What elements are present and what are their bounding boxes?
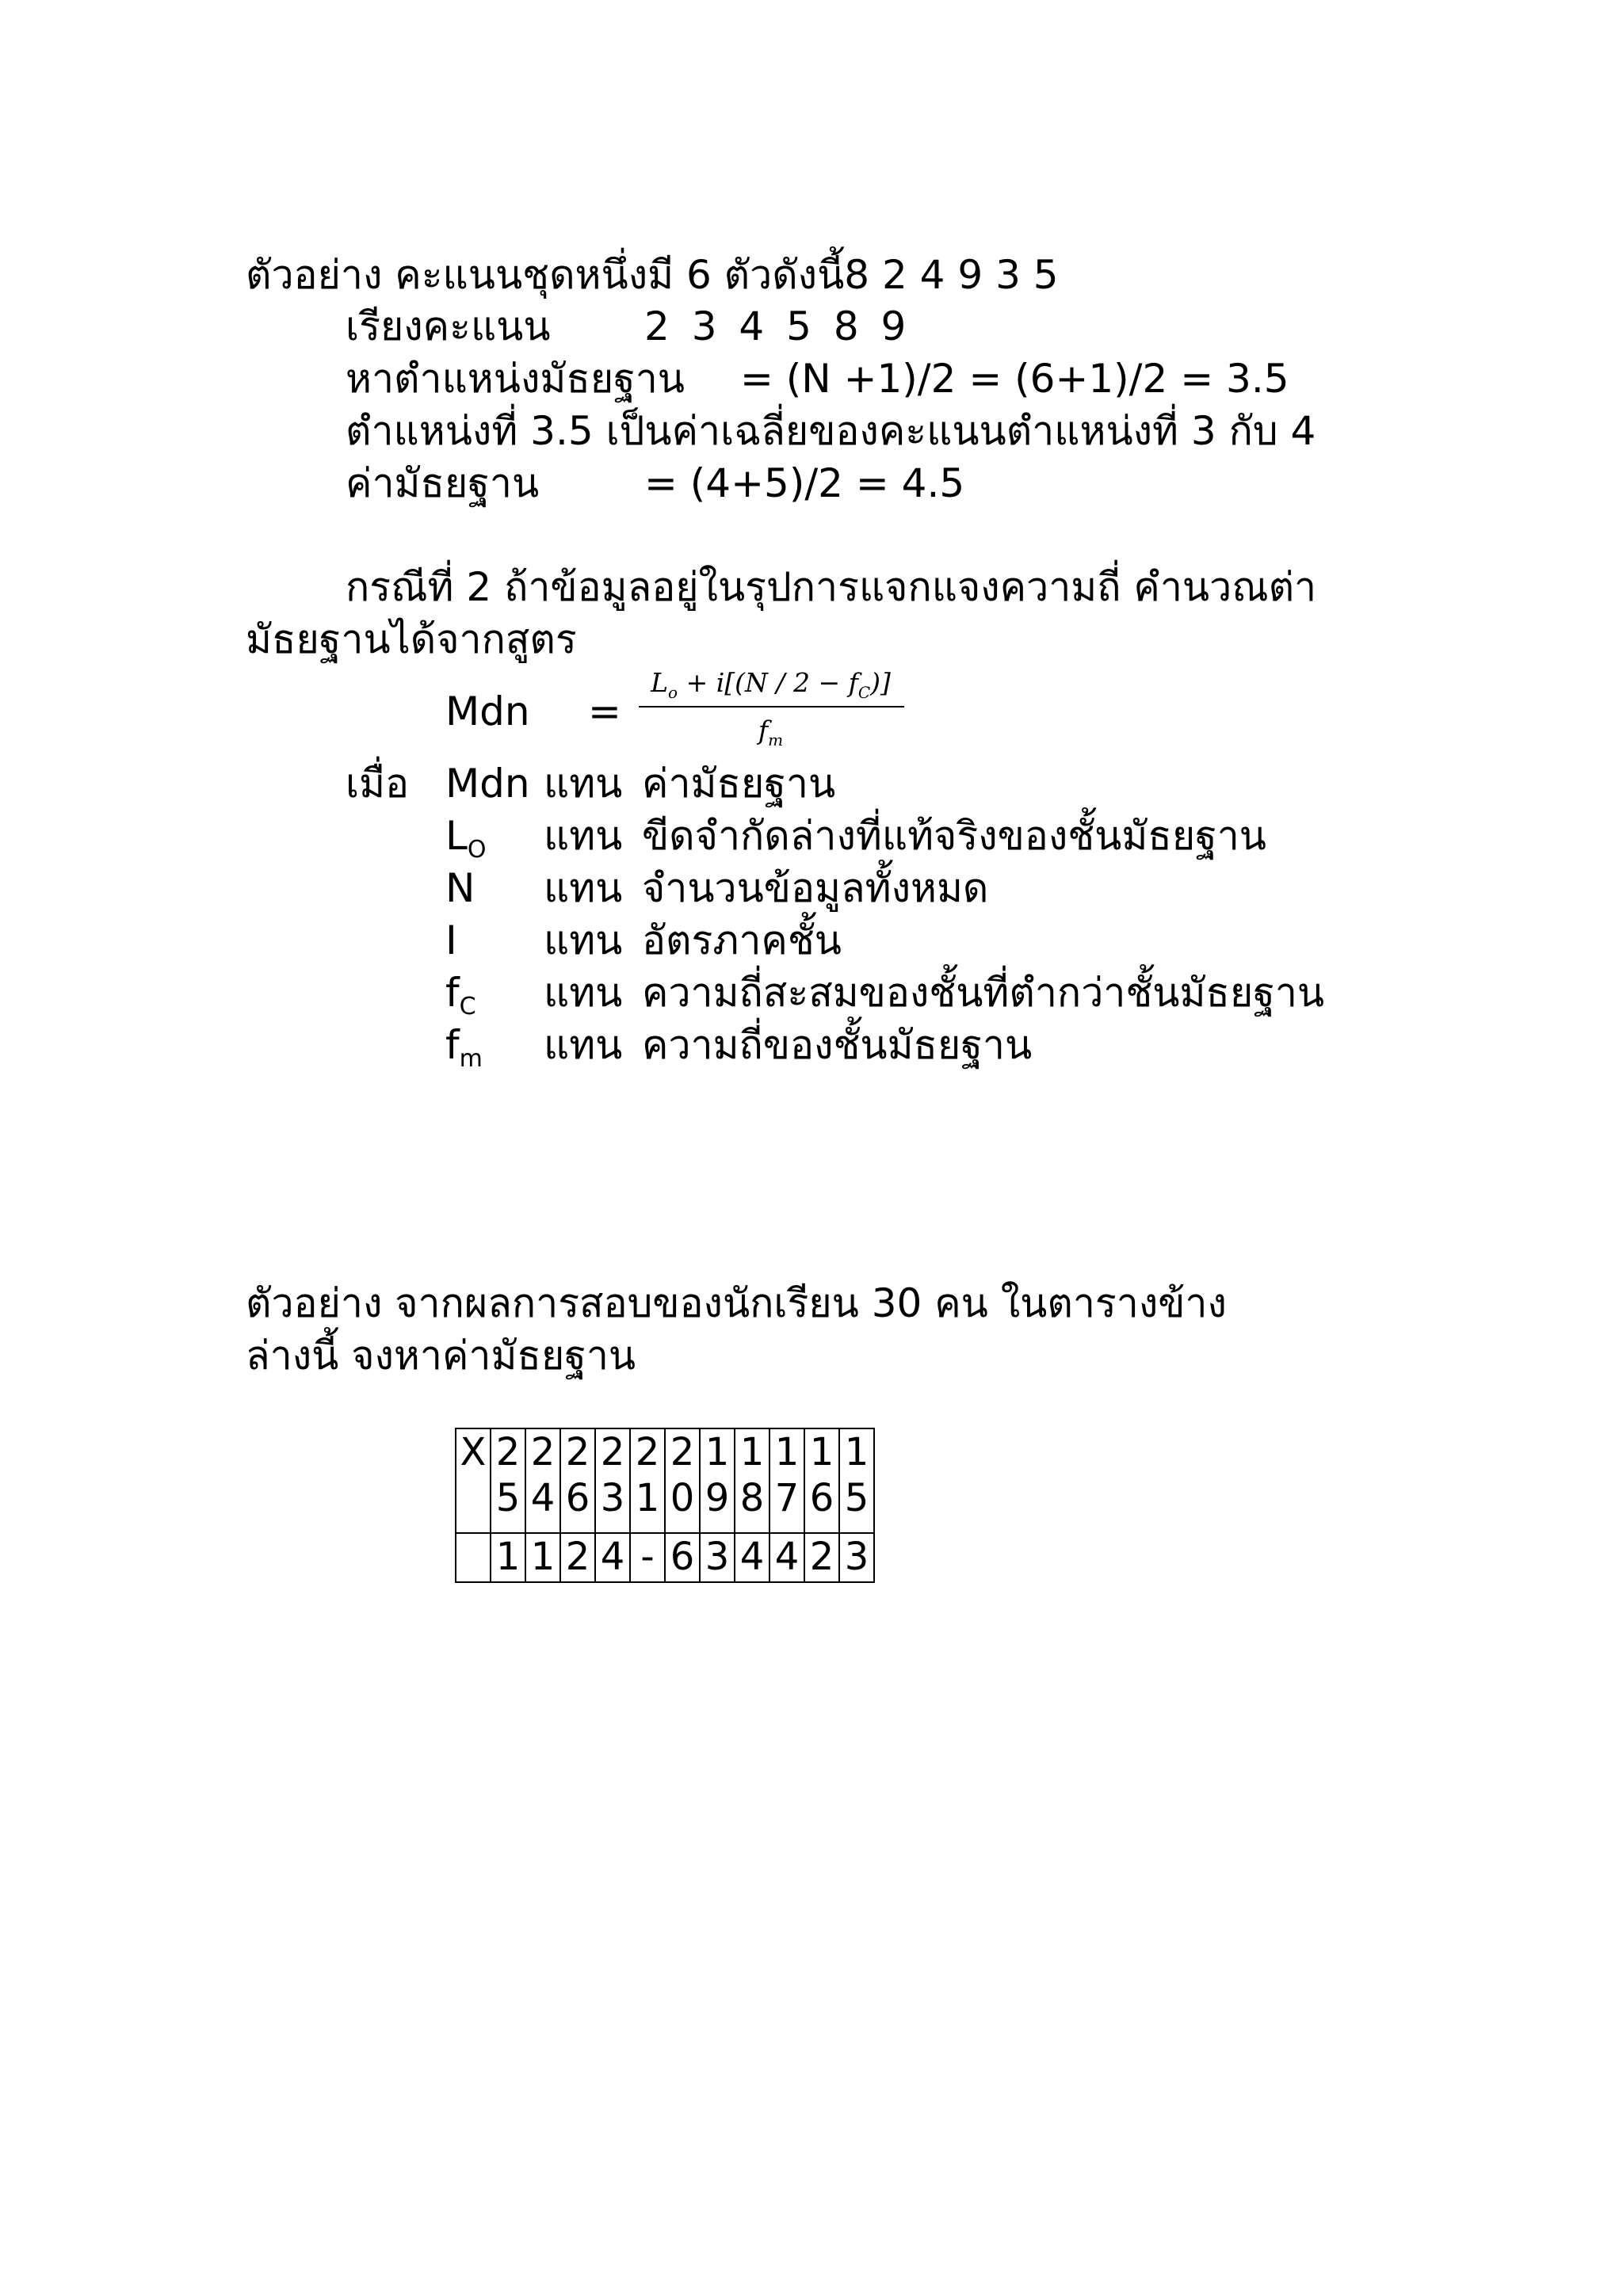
table-cell: 1 9: [700, 1428, 735, 1533]
table-cell: 1: [491, 1533, 525, 1582]
def-symbol: N: [445, 865, 475, 911]
table-cell: 4: [769, 1533, 804, 1582]
def-meaning: ขีดจำกัดล่างที่แท้จริงของชั้นมัธยฐาน: [642, 813, 1266, 859]
def-word: แทน: [544, 761, 623, 807]
def-symbol: $L_O$: [445, 813, 487, 864]
def-meaning: ความถี่สะสมของชั้นที่ตำกว่าชั้นมัธยฐาน: [642, 970, 1325, 1016]
case2-line2: มัธยฐานได้จากสูตร: [246, 616, 577, 662]
table-cell: 2 4: [525, 1428, 560, 1533]
def-word: แทน: [544, 1022, 623, 1068]
median-label: ค่ามัธยฐาน: [346, 460, 540, 506]
def-word: แทน: [544, 865, 623, 911]
table-cell: 2 6: [560, 1428, 595, 1533]
table-header-cell: [456, 1533, 491, 1582]
example1-title: ตัวอย่าง คะแนนชุดหนึ่งมี 6 ตัวดังนี้8 2 4 9 3 5: [246, 252, 1059, 298]
def-word: แทน: [544, 917, 623, 963]
table-row: [456, 1533, 874, 1582]
frequency-table: [455, 1428, 875, 1583]
case2-line1: กรณีที่ 2 ถ้าข้อมูลอยู่ในรุปการแจกแจงความถี่ คำนวณต่า: [346, 564, 1317, 610]
def-symbol: Mdn: [445, 761, 530, 807]
table-cell: 3: [839, 1533, 874, 1582]
table-cell: 1 8: [735, 1428, 769, 1533]
def-symbol: I: [445, 917, 457, 963]
table-cell: 2 3: [595, 1428, 630, 1533]
where-label: เมื่อ: [346, 761, 410, 807]
table-header-cell: X: [456, 1428, 491, 1533]
table-cell: 4: [735, 1533, 769, 1582]
def-meaning: ค่ามัธยฐาน: [642, 761, 836, 807]
example2-line2: ล่างนี้ จงหาค่ามัธยฐาน: [246, 1333, 636, 1379]
position-note: ตำแหน่งที่ 3.5 เป็นค่าเฉลี่ยของคะแนนตำแหน่งที่ 3 กับ 4: [346, 408, 1316, 454]
formula-numerator: $L_o + i[(N / 2 - f_C)]$: [651, 667, 891, 702]
table-cell: 2 0: [665, 1428, 700, 1533]
example2-line1: ตัวอย่าง จากผลการสอบของนักเรียน 30 คน ในตารางข้าง: [246, 1280, 1227, 1326]
median-formula-fraction: [634, 666, 907, 753]
table-cell: 2: [804, 1533, 839, 1582]
table-cell: 1 7: [769, 1428, 804, 1533]
table-cell: 2 5: [491, 1428, 525, 1533]
def-symbol: $f_C$: [445, 970, 476, 1020]
table-cell: 2: [560, 1533, 595, 1582]
table-cell: 4: [595, 1533, 630, 1582]
table-cell: 3: [700, 1533, 735, 1582]
table-cell: 6: [665, 1533, 700, 1582]
table-cell: 1 5: [839, 1428, 874, 1533]
def-symbol: $f_m$: [445, 1022, 483, 1073]
sorted-values: 2 3 4 5 8 9: [644, 303, 911, 349]
position-label: หาตำแหน่งมัธยฐาน: [346, 356, 685, 402]
def-word: แทน: [544, 813, 623, 859]
def-meaning: จำนวนข้อมูลทั้งหมด: [642, 865, 989, 911]
def-meaning: ความถี่ของชั้นมัธยฐาน: [642, 1022, 1033, 1068]
position-formula: = (N +1)/2 = (6+1)/2 = 3.5: [740, 356, 1289, 402]
sorted-label: เรียงคะแนน: [346, 303, 551, 349]
table-cell: 1 6: [804, 1428, 839, 1533]
formula-lhs: Mdn: [445, 688, 530, 734]
table-row: [456, 1428, 874, 1533]
table-cell: 2 1: [630, 1428, 665, 1533]
def-word: แทน: [544, 970, 623, 1016]
table-cell: 1: [525, 1533, 560, 1582]
median-formula: = (4+5)/2 = 4.5: [644, 460, 965, 506]
def-meaning: อัตรภาคชั้น: [642, 917, 842, 963]
fraction-bar: [639, 706, 904, 707]
formula-equals: =: [588, 688, 621, 734]
table-cell: -: [630, 1533, 665, 1582]
formula-denominator: $f_m$: [758, 715, 784, 749]
